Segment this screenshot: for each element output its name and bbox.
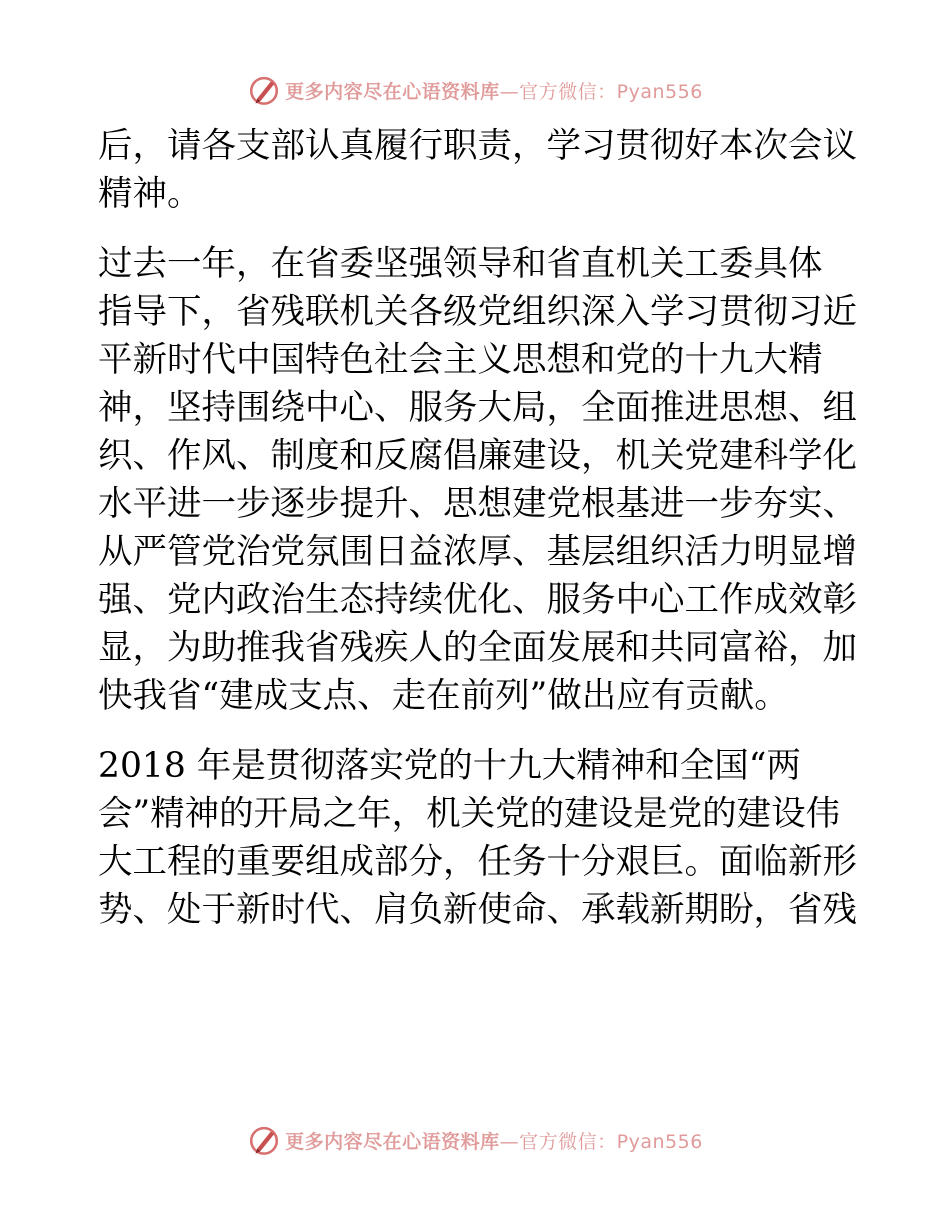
- text-line: 快我省“建成支点、走在前列”做出应有贡献。: [98, 676, 789, 716]
- text-line: 织、作风、制度和反腐倡廉建设，机关党建科学化: [98, 436, 857, 476]
- paragraph-1: [98, 122, 858, 218]
- text-line: 从严管党治党氛围日益浓厚、基层组织活力明显增: [98, 532, 857, 572]
- text-line: 平新时代中国特色社会主义思想和党的十九大精: [98, 340, 823, 380]
- text-line: 神，坚持围绕中心、服务大局，全面推进思想、组: [98, 388, 857, 428]
- text-line: 水平进一步逐步提升、思想建党根基进一步夯实、: [98, 484, 857, 524]
- text-line: 显，为助推我省残疾人的全面发展和共同富裕，加: [98, 628, 857, 668]
- watermark-site-text: 更多内容尽在心语资料库: [285, 1130, 500, 1153]
- text-line: 后，请各支部认真履行职责，学习贯彻好本次会议: [98, 126, 857, 166]
- text-line: 大工程的重要组成部分，任务十分艰巨。面临新形: [98, 842, 857, 882]
- watermark-contact-text: —官方微信：Pyan556: [499, 1130, 703, 1153]
- paragraph-2: [98, 240, 858, 720]
- watermark-site-text: 更多内容尽在心语资料库: [285, 80, 500, 103]
- paragraph-3: [98, 742, 858, 934]
- text-line: 2018 年是贯彻落实党的十九大精神和全国“两: [98, 746, 801, 786]
- text-line: 强、党内政治生态持续优化、服务中心工作成效彰: [98, 580, 857, 620]
- watermark-contact-text: —官方微信：Pyan556: [499, 80, 703, 103]
- pen-logo-icon: [247, 1123, 281, 1157]
- text-line: 精神。: [98, 174, 202, 214]
- footer-watermark: [0, 1120, 950, 1160]
- pen-logo-icon: [247, 73, 281, 107]
- text-line: 过去一年，在省委坚强领导和省直机关工委具体: [98, 244, 823, 284]
- header-watermark: [0, 70, 950, 110]
- text-line: 势、处于新时代、肩负新使命、承载新期盼，省残: [98, 890, 857, 930]
- text-line: 会”精神的开局之年，机关党的建设是党的建设伟: [98, 794, 841, 834]
- document-body: [98, 122, 858, 934]
- text-line: 指导下，省残联机关各级党组织深入学习贯彻习近: [98, 292, 857, 332]
